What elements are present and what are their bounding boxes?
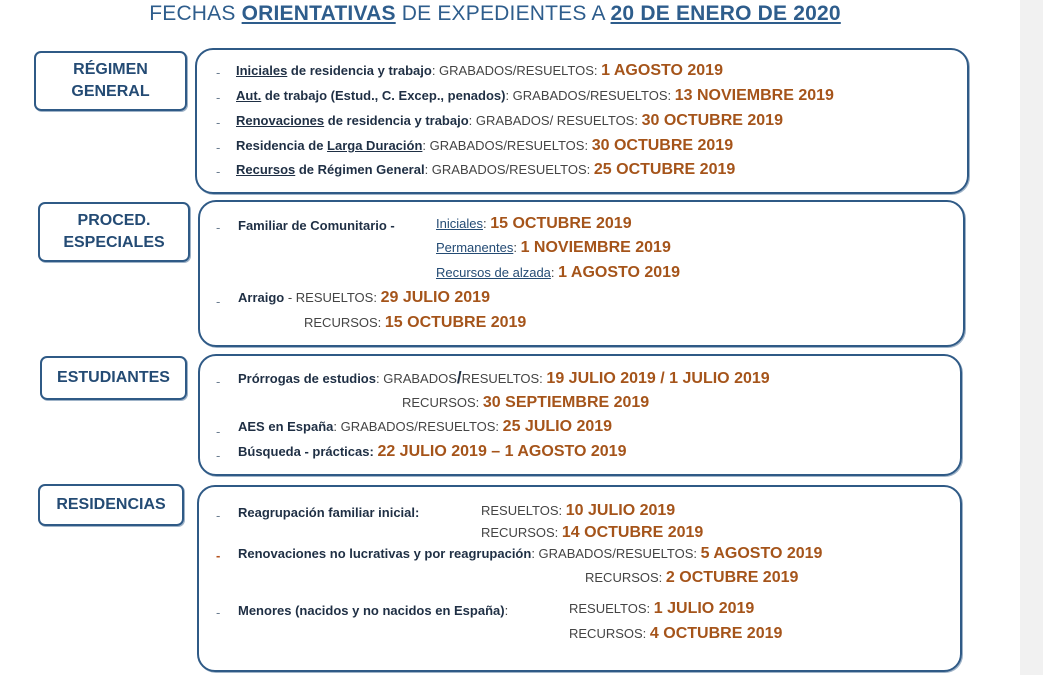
row-status: RESUELTOS:: [295, 290, 381, 305]
bullet: -: [216, 115, 221, 130]
row-status: RECURSOS:: [569, 626, 650, 641]
row-reagrupacion-resueltos: [481, 502, 675, 520]
row-desc: de residencia y trabajo: [287, 63, 432, 78]
row-status: RESUELTOS:: [481, 503, 566, 518]
row-date: 10 JULIO 2019: [565, 502, 676, 519]
row-term: Recursos de alzada: [436, 265, 551, 280]
row-menores-resueltos: [569, 600, 754, 618]
row-date: 15 OCTUBRE 2019: [490, 215, 632, 232]
title-prefix: FECHAS: [149, 2, 242, 25]
row-desc: Residencia de: [236, 138, 328, 153]
row-date: 30 OCTUBRE 2019: [641, 112, 783, 129]
row-date: 1 AGOSTO 2019: [601, 62, 723, 79]
row-status: : GRABADOS/RESUELTOS:: [505, 88, 675, 103]
bullet: -: [216, 164, 221, 179]
category-label-line2: ESPECIALES: [63, 234, 165, 251]
category-label-line1: PROCED.: [77, 212, 151, 229]
row-term: Iniciales: [236, 63, 288, 78]
row-desc: de residencia y trabajo: [324, 113, 469, 128]
row-desc: de Régimen General: [295, 162, 425, 177]
row-desc: Búsqueda - prácticas:: [238, 444, 378, 459]
row-desc: Menores (nacidos y no nacidos en España): [238, 603, 505, 618]
category-residencias: [38, 484, 184, 526]
category-label-line2: GENERAL: [71, 83, 150, 100]
bullet: -: [216, 508, 221, 523]
row-menores-label: [238, 603, 508, 618]
row-date: 1 JULIO 2019: [653, 600, 755, 617]
category-proced-especiales: [38, 202, 190, 262]
row-status: : GRABADOS/RESUELTOS:: [424, 162, 594, 177]
row-status: RECURSOS:: [304, 315, 385, 330]
row-term: Larga Duración: [327, 138, 423, 153]
row-prorrogas: [238, 368, 770, 388]
category-label: RESIDENCIAS: [56, 496, 166, 513]
row-status: : GRABADOS/RESUELTOS:: [431, 63, 602, 78]
title-middle: DE EXPEDIENTES A: [395, 2, 611, 25]
row-date: 30 SEPTIEMBRE 2019: [482, 394, 650, 411]
row-term: Renovaciones: [236, 113, 325, 128]
row-status: : GRABADOS/ RESUELTOS:: [468, 113, 642, 128]
row-date: 4 OCTUBRE 2019: [649, 625, 783, 642]
bullet: -: [216, 548, 221, 563]
row-colon: :: [504, 603, 509, 618]
row-colon: :: [550, 265, 559, 280]
row-familiar-recursos-alzada: [436, 264, 680, 282]
row-desc: Arraigo: [238, 290, 285, 305]
row-term: Aut.: [236, 88, 262, 103]
row-desc: Prórrogas de estudios: [238, 371, 376, 386]
title-emphasis-orientativas: ORIENTATIVAS: [241, 2, 396, 25]
row-autorizacion-trabajo: [236, 87, 834, 105]
bullet: -: [216, 605, 221, 620]
row-recursos-regimen-general: [236, 161, 735, 179]
bullet: -: [216, 294, 221, 309]
row-desc: AES en España: [238, 419, 334, 434]
row-date: 14 OCTUBRE 2019: [561, 524, 704, 541]
row-status: : GRABADOS: [375, 371, 457, 386]
row-desc: de trabajo (Estud., C. Excep., penados): [261, 88, 506, 103]
row-date: 13 NOVIEMBRE 2019: [674, 87, 834, 104]
bullet: -: [216, 424, 221, 439]
category-label: ESTUDIANTES: [57, 369, 170, 386]
page-title: [0, 2, 990, 26]
row-colon: :: [482, 216, 491, 231]
row-familiar-iniciales: [436, 215, 632, 233]
category-regimen-general: [34, 51, 187, 111]
row-status: RESUELTOS:: [461, 371, 547, 386]
row-date: 22 JULIO 2019 – 1 AGOSTO 2019: [377, 443, 627, 460]
row-reagrupacion-recursos: [481, 524, 703, 542]
row-date: 25 OCTUBRE 2019: [593, 161, 736, 178]
row-colon: :: [513, 240, 521, 255]
row-status: RECURSOS:: [402, 395, 483, 410]
row-date: 25 JULIO 2019: [502, 418, 613, 435]
familiar-comunitario-label: [238, 218, 395, 233]
bullet: -: [216, 220, 221, 235]
row-desc: Familiar de Comunitario -: [238, 218, 395, 233]
row-status: : GRABADOS/RESUELTOS:: [333, 419, 503, 434]
row-date: 19 JULIO 2019 / 1 JULIO 2019: [546, 370, 770, 387]
row-iniciales: [236, 62, 723, 80]
row-date: 15 OCTUBRE 2019: [384, 314, 527, 331]
row-date: 30 OCTUBRE 2019: [591, 137, 734, 154]
row-arraigo-resueltos: [238, 289, 490, 307]
row-status: : GRABADOS/RESUELTOS:: [422, 138, 592, 153]
row-busqueda-practicas: [238, 443, 626, 461]
row-renovaciones-recursos: [585, 569, 798, 587]
row-date: 5 AGOSTO 2019: [700, 545, 823, 562]
title-date: 20 DE ENERO DE 2020: [610, 2, 841, 25]
row-desc: Reagrupación familiar inicial:: [238, 505, 420, 520]
bullet: -: [216, 140, 221, 155]
row-aes-espana: [238, 418, 612, 436]
row-status: RECURSOS:: [585, 570, 666, 585]
category-label-line1: RÉGIMEN: [73, 61, 148, 78]
row-menores-recursos: [569, 625, 782, 643]
row-renovaciones: [236, 112, 783, 130]
row-prorrogas-recursos: [402, 394, 649, 412]
row-date: 29 JULIO 2019: [380, 289, 490, 306]
row-slash: /: [456, 368, 462, 387]
row-sep: -: [284, 290, 296, 305]
row-desc: Renovaciones no lucrativas y por reagrupación: [238, 546, 532, 561]
row-term: Permanentes: [436, 240, 514, 255]
row-familiar-permanentes: [436, 239, 671, 257]
row-renovaciones-no-lucrativas: [238, 545, 822, 563]
row-term: Iniciales: [436, 216, 483, 231]
right-margin-strip: [1020, 0, 1043, 675]
bullet: -: [216, 448, 221, 463]
row-arraigo-recursos: [304, 314, 526, 332]
category-estudiantes: [40, 356, 187, 400]
row-term: Recursos: [236, 162, 296, 177]
bullet: -: [216, 65, 221, 80]
row-date: 1 AGOSTO 2019: [558, 264, 680, 281]
row-status: RESUELTOS:: [569, 601, 654, 616]
bullet: -: [216, 374, 221, 389]
row-date: 2 OCTUBRE 2019: [665, 569, 799, 586]
bullet: -: [216, 90, 221, 105]
row-status: : GRABADOS/RESUELTOS:: [531, 546, 701, 561]
row-larga-duracion: [236, 137, 733, 155]
row-status: RECURSOS:: [481, 525, 562, 540]
row-reagrupacion-label: [238, 505, 419, 520]
row-date: 1 NOVIEMBRE 2019: [520, 239, 671, 256]
